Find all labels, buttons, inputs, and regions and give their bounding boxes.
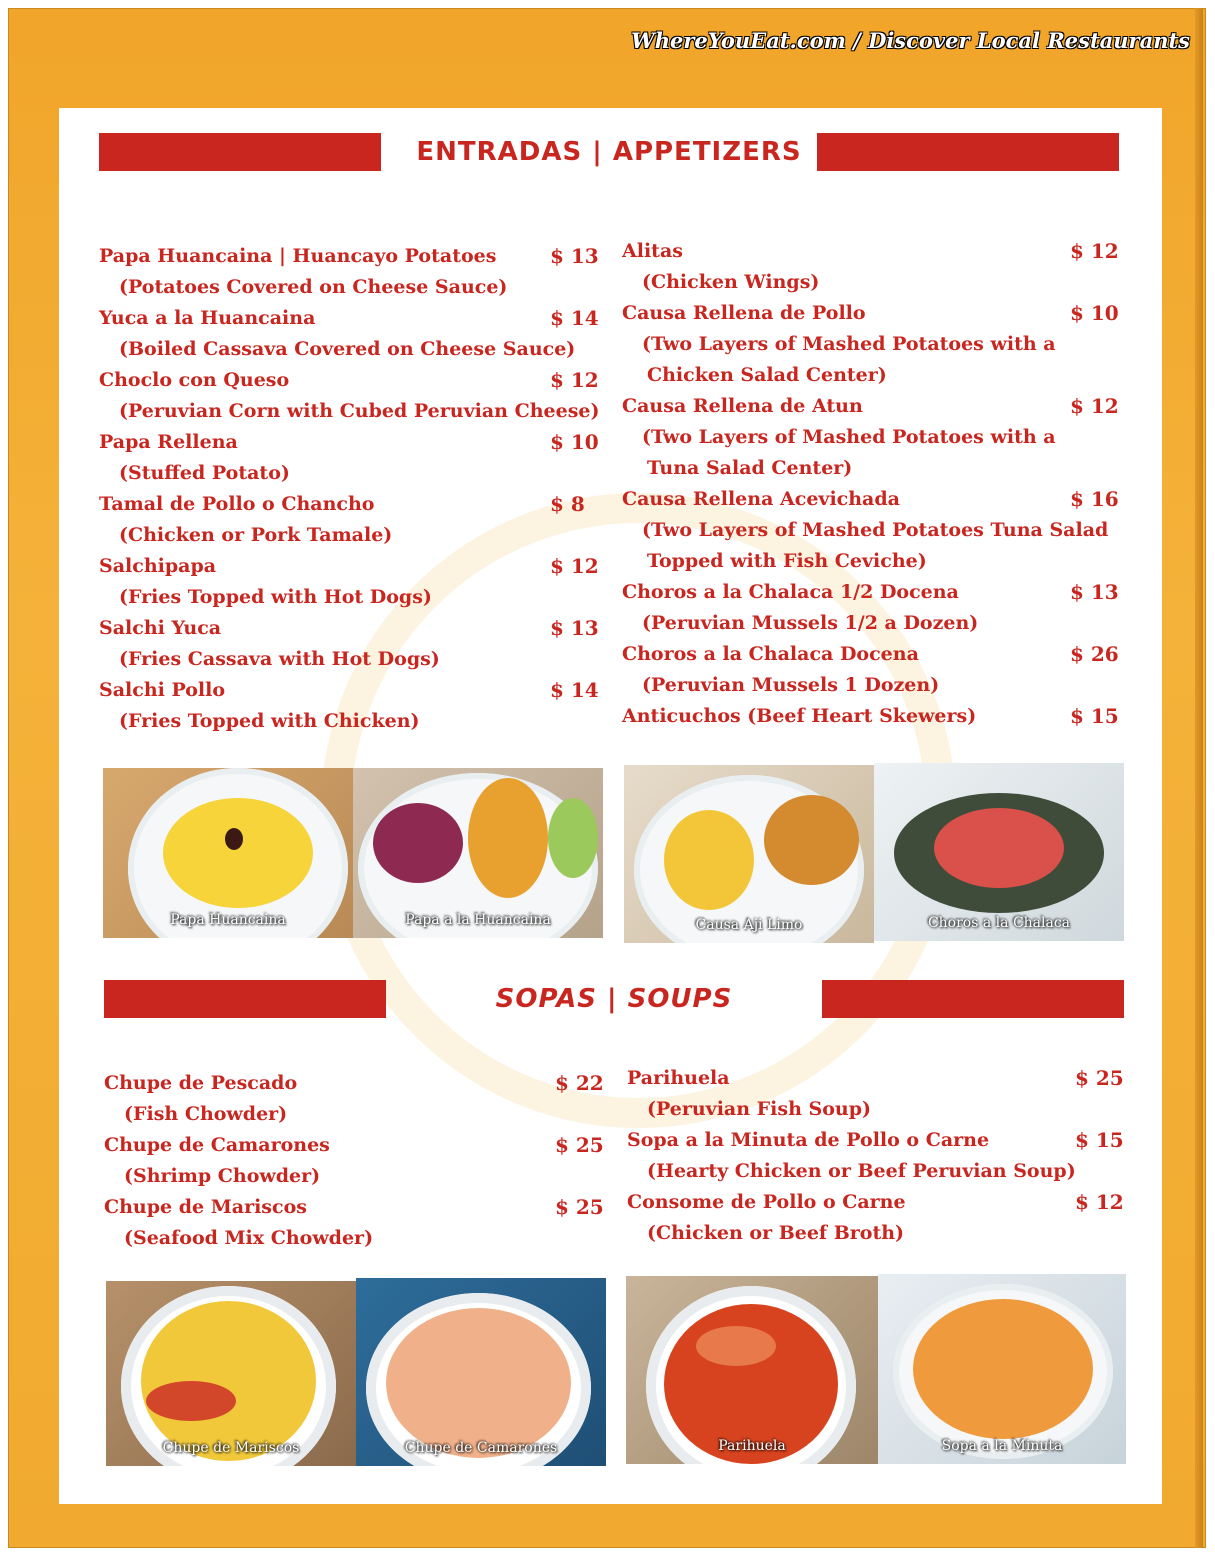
item-description: (Chicken or Pork Tamale) <box>119 524 393 546</box>
item-name: Choros a la Chalaca Docena <box>622 643 919 665</box>
soups-left-column <box>104 1068 604 1254</box>
onion-salad <box>373 803 463 883</box>
item-description: (Hearty Chicken or Beef Peruvian Soup) <box>647 1160 1076 1182</box>
site-watermark: WhereYouEat.com / Discover Local Restaurants <box>631 28 1190 53</box>
item-price: $ 15 <box>1070 704 1119 728</box>
item-description: (Shrimp Chowder) <box>124 1165 321 1187</box>
menu-item <box>99 551 599 613</box>
menu-item <box>104 1130 604 1192</box>
item-price: $ 25 <box>1075 1066 1124 1090</box>
item-description: (Chicken or Beef Broth) <box>647 1222 905 1244</box>
item-description: (Fries Cassava with Hot Dogs) <box>119 648 440 670</box>
photo-caption: Causa Aji Limo <box>695 917 803 933</box>
item-description: (Fish Chowder) <box>124 1103 288 1125</box>
menu-item <box>99 489 599 551</box>
item-description: (Fries Topped with Hot Dogs) <box>119 586 432 608</box>
soup <box>386 1308 571 1458</box>
item-price: $ 13 <box>550 244 599 268</box>
item-description: (Potatoes Covered on Cheese Sauce) <box>119 276 508 298</box>
menu-item <box>104 1192 604 1254</box>
item-price: $ 14 <box>550 306 599 330</box>
item-description: (Chicken Wings) <box>642 271 820 293</box>
soups-header <box>104 980 1124 1030</box>
menu-item <box>622 577 1122 639</box>
item-name: Choclo con Queso <box>99 369 290 391</box>
photo-chupe-de-mariscos <box>106 1281 356 1466</box>
photo-caption: Choros a la Chalaca <box>927 915 1071 931</box>
item-name: Chupe de Pescado <box>104 1072 298 1094</box>
item-description: (Two Layers of Mashed Potatoes with a <box>642 426 1056 448</box>
item-price: $ 12 <box>1070 394 1119 418</box>
item-name: Causa Rellena de Pollo <box>622 302 866 324</box>
item-name: Chupe de Camarones <box>104 1134 330 1156</box>
menu-item <box>627 1063 1127 1125</box>
menu-item <box>99 427 599 489</box>
item-name: Chupe de Mariscos <box>104 1196 307 1218</box>
item-description-cont: Chicken Salad Center) <box>647 364 887 386</box>
shrimp <box>146 1381 236 1421</box>
item-name: Salchi Pollo <box>99 679 226 701</box>
olive <box>225 828 243 850</box>
menu-item <box>99 675 599 737</box>
appetizers-title: ENTRADAS | APPETIZERS <box>416 137 802 167</box>
item-name: Salchi Yuca <box>99 617 222 639</box>
photo-chupe-de-camarones <box>356 1278 606 1466</box>
photo-papa-a-la-huancaina <box>353 768 603 938</box>
item-description: (Peruvian Fish Soup) <box>647 1098 871 1120</box>
appetizers-left-column <box>99 241 599 737</box>
menu-item <box>622 298 1122 391</box>
item-description: (Peruvian Mussels 1/2 a Dozen) <box>642 612 979 634</box>
item-name: Yuca a la Huancaina <box>99 307 316 329</box>
item-price: $ 13 <box>1070 580 1119 604</box>
menu-item <box>622 391 1122 484</box>
item-price: $ 16 <box>1070 487 1119 511</box>
item-description: (Seafood Mix Chowder) <box>124 1227 374 1249</box>
appetizers-header <box>99 133 1119 183</box>
photo-parihuela <box>626 1276 878 1464</box>
menu-page <box>59 108 1162 1504</box>
photo-papa-huancaina <box>103 768 353 938</box>
soup <box>141 1301 316 1461</box>
item-price: $ 14 <box>550 678 599 702</box>
photo-choros-a-la-chalaca <box>874 763 1124 941</box>
item-description-cont: Topped with Fish Ceviche) <box>647 550 927 572</box>
photo-caption: Papa a la Huancaina <box>405 912 551 928</box>
photo-sopa-a-la-minuta <box>878 1274 1126 1464</box>
photo-caption: Chupe de Mariscos <box>162 1440 300 1456</box>
item-description: (Peruvian Mussels 1 Dozen) <box>642 674 940 696</box>
item-name: Papa Huancaina | Huancayo Potatoes <box>99 245 497 267</box>
food <box>163 798 313 908</box>
item-description-cont: Tuna Salad Center) <box>647 457 853 479</box>
item-name: Causa Rellena Acevichada <box>622 488 900 510</box>
item-name: Choros a la Chalaca 1/2 Docena <box>622 581 959 603</box>
item-price: $ 10 <box>1070 301 1119 325</box>
item-price: $ 12 <box>550 368 599 392</box>
item-name: Papa Rellena <box>99 431 238 453</box>
lettuce <box>548 798 598 878</box>
menu-item <box>99 241 599 303</box>
folder-edge <box>1195 8 1203 1548</box>
menu-item <box>99 365 599 427</box>
item-name: Anticuchos (Beef Heart Skewers) <box>622 705 977 727</box>
item-price: $ 13 <box>550 616 599 640</box>
item-price: $ 12 <box>550 554 599 578</box>
item-price: $ 26 <box>1070 642 1119 666</box>
item-price: $ 8 <box>550 492 585 516</box>
stuffed-potato <box>468 778 548 898</box>
item-name: Salchipapa <box>99 555 217 577</box>
soups-title: SOPAS | SOUPS <box>495 984 733 1014</box>
item-description: (Boiled Cassava Covered on Cheese Sauce) <box>119 338 576 360</box>
item-price: $ 15 <box>1075 1128 1124 1152</box>
item-price: $ 22 <box>555 1071 604 1095</box>
menu-item <box>622 639 1122 701</box>
item-description: (Two Layers of Mashed Potatoes Tuna Salad <box>642 519 1109 541</box>
item-name: Parihuela <box>627 1067 730 1089</box>
item-description: (Two Layers of Mashed Potatoes with a <box>642 333 1056 355</box>
menu-item <box>99 303 599 365</box>
menu-item <box>99 613 599 675</box>
menu-item <box>622 701 1122 732</box>
menu-item <box>622 484 1122 577</box>
item-description: (Peruvian Corn with Cubed Peruvian Cheese) <box>119 400 600 422</box>
menu-item <box>622 236 1122 298</box>
appetizers-right-column <box>622 236 1122 732</box>
item-price: $ 10 <box>550 430 599 454</box>
menu-item <box>627 1125 1127 1187</box>
item-name: Alitas <box>622 240 683 262</box>
item-price: $ 12 <box>1075 1190 1124 1214</box>
item-name: Causa Rellena de Atun <box>622 395 863 417</box>
photo-caption: Sopa a la Minuta <box>941 1438 1063 1454</box>
soups-right-column <box>627 1063 1127 1249</box>
item-price: $ 25 <box>555 1133 604 1157</box>
item-name: Consome de Pollo o Carne <box>627 1191 906 1213</box>
menu-item <box>627 1187 1127 1249</box>
item-name: Tamal de Pollo o Chancho <box>99 493 375 515</box>
causa <box>664 810 754 910</box>
photo-causa-aji-limo <box>624 765 874 943</box>
salsa <box>934 808 1064 888</box>
item-name: Sopa a la Minuta de Pollo o Carne <box>627 1129 990 1151</box>
soup <box>913 1299 1093 1439</box>
photo-caption: Parihuela <box>718 1438 786 1454</box>
photo-caption: Chupe de Camarones <box>404 1440 558 1456</box>
shrimp <box>696 1326 776 1366</box>
menu-item <box>104 1068 604 1130</box>
item-price: $ 12 <box>1070 239 1119 263</box>
fried-seafood <box>764 795 859 885</box>
item-description: (Fries Topped with Chicken) <box>119 710 420 732</box>
photo-caption: Papa Huancaina <box>170 912 286 928</box>
item-description: (Stuffed Potato) <box>119 462 290 484</box>
item-price: $ 25 <box>555 1195 604 1219</box>
